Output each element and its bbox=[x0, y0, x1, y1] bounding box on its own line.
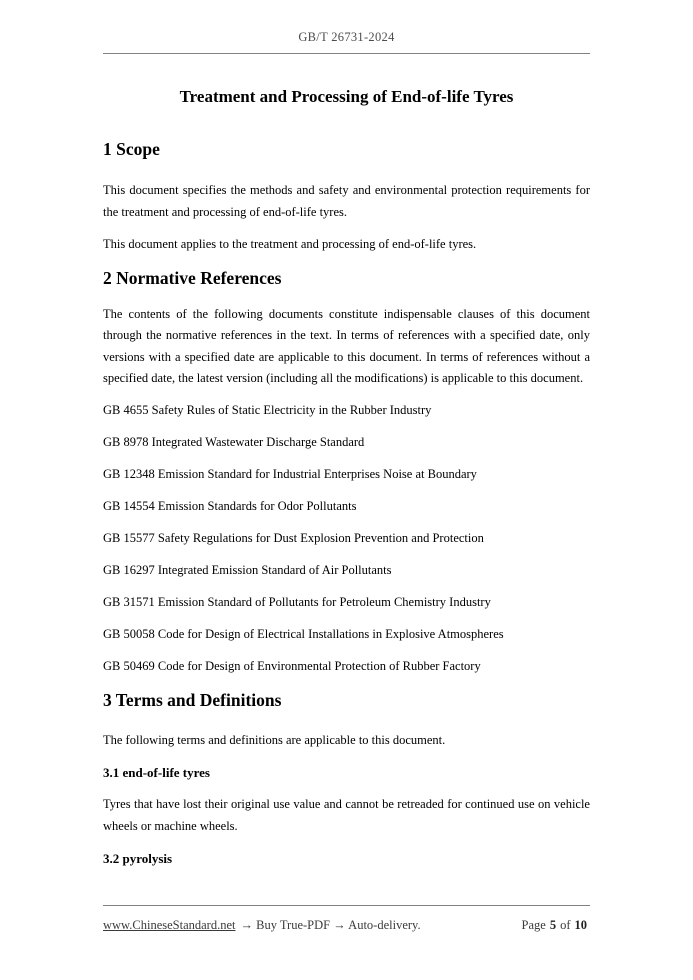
page-number-total: 10 bbox=[574, 918, 587, 932]
page-indicator bbox=[521, 918, 590, 933]
reference-item: GB 31571 Emission Standard of Pollutants for Petroleum Chemistry Industry bbox=[103, 595, 491, 609]
term-3-2-heading: 3.2 pyrolysis bbox=[103, 850, 173, 866]
terms-intro-paragraph: The following terms and definitions are applicable to this document. bbox=[103, 733, 446, 747]
section-1-heading: 1 Scope bbox=[103, 139, 160, 159]
page-label: Page bbox=[521, 918, 546, 932]
reference-item: GB 4655 Safety Rules of Static Electricity in the Rubber Industry bbox=[103, 403, 432, 417]
term-3-1-heading: 3.1 end-of-life tyres bbox=[103, 765, 210, 780]
normative-intro-paragraph: The contents of the following documents constitute indispensable clauses of this document through the normative references in the text. In terms of references with a specified date, only versions with a specified date are applicable to this document. In terms of references without a specified date, the latest version (including all the modifications) is applicable to this document. bbox=[103, 306, 590, 385]
document-title: Treatment and Processing of End-of-life Tyres bbox=[179, 87, 514, 106]
term-3-1-definition: Tyres that have lost their original use value and cannot be retreaded for continued use on vehicle wheels or machine wheels. bbox=[103, 797, 590, 833]
section-2-heading: 2 Normative References bbox=[103, 267, 282, 288]
reference-item: GB 50058 Code for Design of Electrical Installations in Explosive Atmospheres bbox=[103, 627, 504, 641]
page-content bbox=[103, 86, 590, 869]
page-header bbox=[103, 0, 590, 54]
reference-item: GB 16297 Integrated Emission Standard of Air Pollutants bbox=[103, 563, 392, 577]
doc-number: GB/T 26731-2024 bbox=[298, 30, 395, 44]
scope-paragraph-1: This document specifies the methods and safety and environmental protection requirements for the treatment and processing of end-of-life tyres. bbox=[103, 183, 590, 219]
section-3-heading: 3 Terms and Definitions bbox=[103, 690, 282, 710]
footer-tagline: → Buy True-PDF → Auto-delivery. bbox=[240, 918, 421, 932]
reference-item: GB 15577 Safety Regulations for Dust Explosion Prevention and Protection bbox=[103, 531, 484, 545]
reference-item: GB 12348 Emission Standard for Industrial Enterprises Noise at Boundary bbox=[103, 467, 477, 481]
reference-item: GB 50469 Code for Design of Environmental Protection of Rubber Factory bbox=[103, 659, 481, 673]
scope-paragraph-2: This document applies to the treatment and processing of end-of-life tyres. bbox=[103, 236, 477, 251]
footer-left bbox=[103, 918, 421, 933]
footer-site-link[interactable]: www.ChineseStandard.net bbox=[103, 918, 236, 932]
page-of-label: of bbox=[560, 918, 571, 932]
page-footer bbox=[103, 905, 590, 933]
reference-item: GB 14554 Emission Standards for Odor Pollutants bbox=[103, 499, 357, 513]
reference-item: GB 8978 Integrated Wastewater Discharge Standard bbox=[103, 435, 365, 449]
page-number-current: 5 bbox=[549, 918, 557, 932]
